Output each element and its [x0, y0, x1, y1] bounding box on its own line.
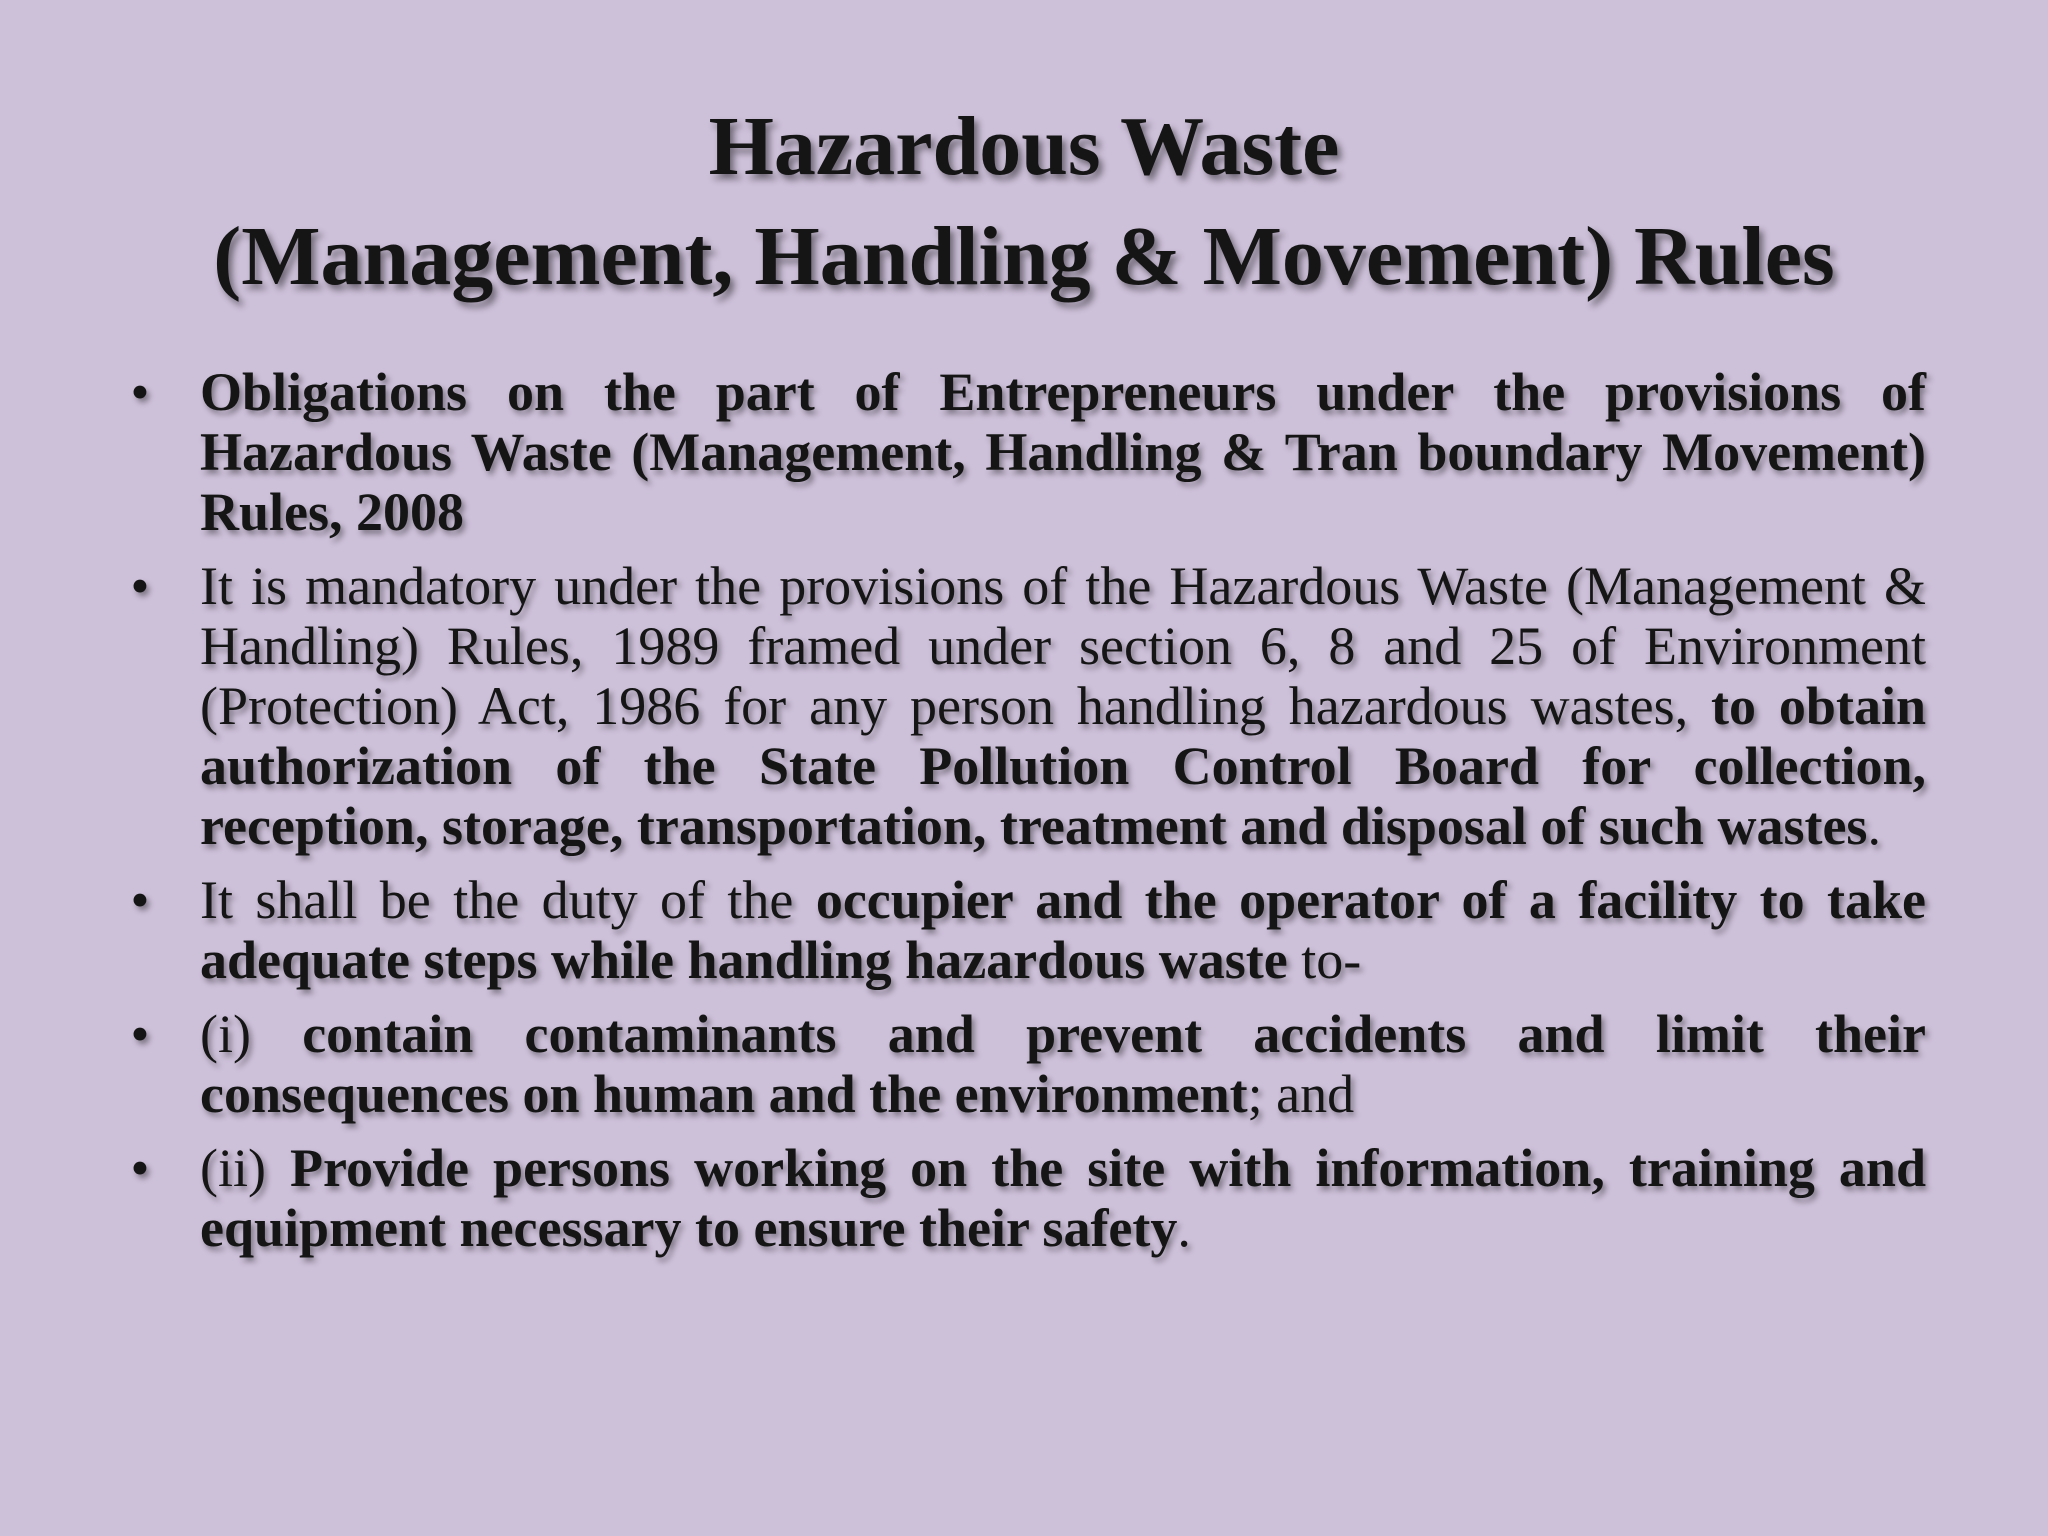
bullet-text-end: .	[1867, 796, 1881, 856]
slide-title	[0, 92, 2048, 312]
bullet-text-end: to-	[1287, 930, 1362, 990]
bullet-bold-text: to obtain authorization of the State Pollution Control Board for collection, reception, storage, transportation, treatment and disposal of such wastes	[200, 676, 1926, 856]
bullet-bold-text: Obligations on the part of Entrepreneurs under the provisions of Hazardous Waste (Management, Handling & Tran boundary Movement) Rules, 2008	[200, 362, 1926, 542]
bullet-item-provide-persons	[120, 1138, 1926, 1258]
bullet-item-contain-contaminants	[120, 1004, 1926, 1124]
bullet-bold-text: occupier and the operator of a facility to take adequate steps while handling hazardous waste	[200, 870, 1927, 990]
bullet-text: It is mandatory under the provisions of the Hazardous Waste (Management & Handling) Rules, 1989 framed under section 6, 8 and 25 of Environment (Protection) Act, 1986 for any person handling hazardous wastes,	[200, 556, 1926, 736]
bullet-icon: •	[130, 362, 150, 422]
bullet-icon: •	[130, 870, 150, 930]
bullet-item-occupier-duty	[120, 870, 1926, 990]
bullet-icon: •	[130, 1138, 150, 1198]
bullet-text-end: ; and	[1247, 1064, 1355, 1124]
bullet-item-obligations	[120, 362, 1926, 542]
bullet-icon: •	[130, 556, 150, 616]
bullet-bold-text: contain contaminants and prevent accidents and limit their consequences on human and the environment	[200, 1004, 1926, 1124]
bullet-bold-text: Provide persons working on the site with information, training and equipment necessary to ensure their safety	[200, 1138, 1926, 1258]
bullet-text: (ii)	[200, 1138, 291, 1198]
bullet-text-end: .	[1177, 1198, 1191, 1258]
bullet-text: It shall be the duty of the	[200, 870, 816, 930]
title-line-1: Hazardous Waste	[708, 100, 1340, 193]
bullet-text: (i)	[200, 1004, 303, 1064]
bullet-icon: •	[130, 1004, 150, 1064]
bullet-list	[120, 362, 1926, 1272]
title-line-2: (Management, Handling & Movement) Rules	[213, 210, 1835, 303]
bullet-item-mandatory-authorization	[120, 556, 1926, 856]
